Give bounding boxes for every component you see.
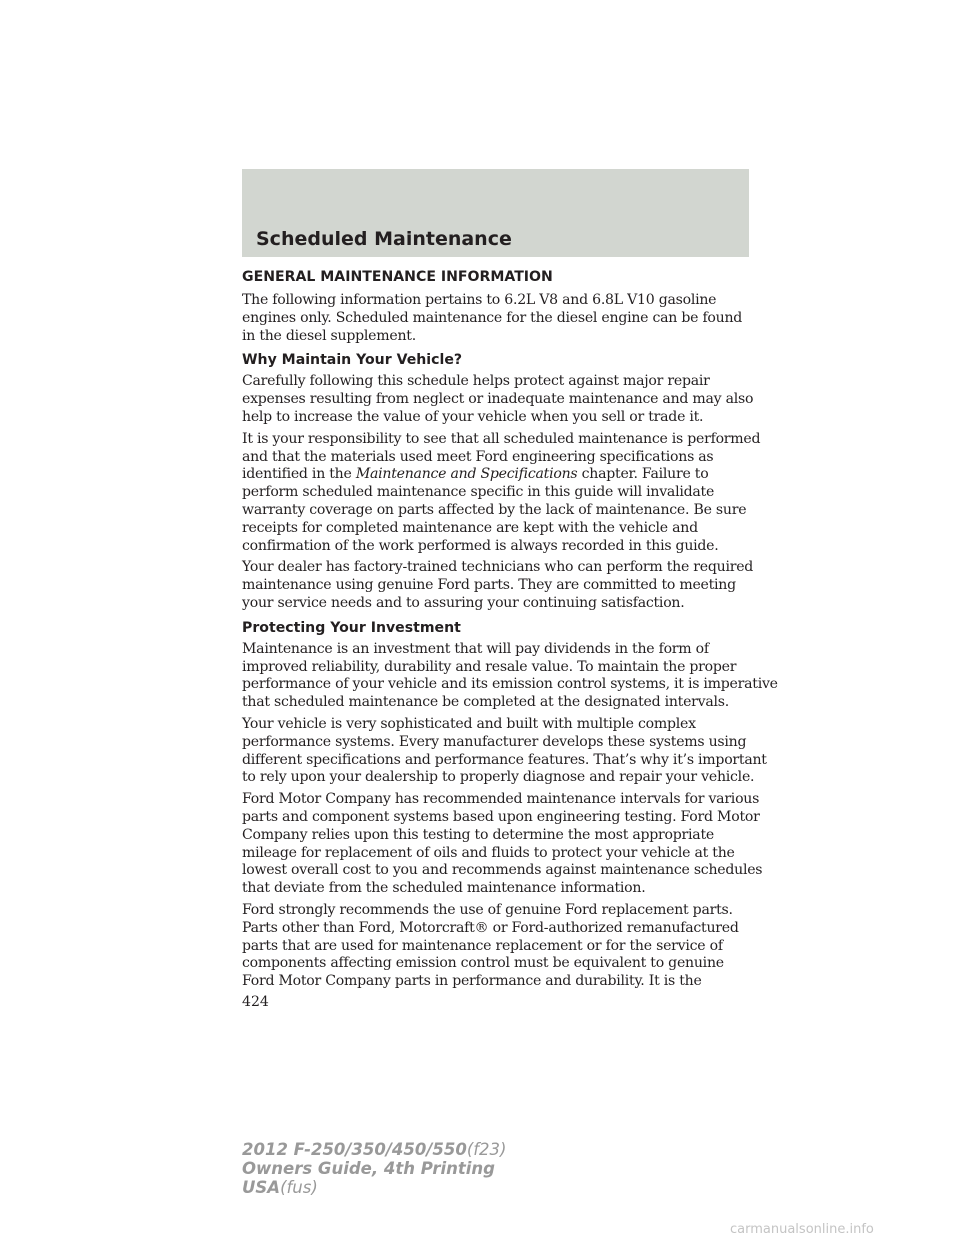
text-line: to rely upon your dealership to properly diagnose and repair your vehicle. bbox=[242, 769, 755, 786]
text-line: Company relies upon this testing to determine the most appropriate bbox=[242, 826, 714, 843]
text-line: engines only. Scheduled maintenance for the diesel engine can be found bbox=[242, 309, 743, 326]
investment-paragraph-1 bbox=[242, 640, 778, 712]
text-line: and that the materials used meet Ford engineering specifications as bbox=[242, 448, 714, 465]
text-fragment: chapter. Failure to bbox=[577, 466, 709, 483]
why-paragraph-3 bbox=[242, 559, 754, 612]
text-line: expenses resulting from neglect or inadequate maintenance and may also bbox=[242, 391, 754, 408]
page-number: 424 bbox=[242, 993, 269, 1010]
footer-region-code: (fus) bbox=[280, 1178, 318, 1197]
text-line: different specifications and performance features. That’s why it’s important bbox=[242, 751, 767, 768]
subsection-title-why: Why Maintain Your Vehicle? bbox=[242, 352, 463, 369]
site-watermark: carmanualsonline.info bbox=[730, 1222, 874, 1237]
text-line: The following information pertains to 6.2L V8 and 6.8L V10 gasoline bbox=[242, 292, 717, 308]
document-footer bbox=[242, 1140, 507, 1197]
text-line: parts and component systems based upon engineering testing. Ford Motor bbox=[242, 808, 760, 825]
text-line: receipts for completed maintenance are kept with the vehicle and bbox=[242, 519, 698, 536]
text-line: in the diesel supplement. bbox=[242, 327, 416, 344]
text-line: maintenance using genuine Ford parts. They are committed to meeting bbox=[242, 577, 736, 594]
why-paragraph-2 bbox=[242, 430, 761, 556]
text-line: that deviate from the scheduled maintenance information. bbox=[242, 880, 646, 897]
footer-model-line bbox=[242, 1140, 507, 1159]
text-line: performance systems. Every manufacturer develops these systems using bbox=[242, 733, 747, 750]
why-paragraph-1 bbox=[242, 373, 754, 426]
footer-model: 2012 F-250/350/450/550 bbox=[242, 1140, 467, 1159]
chapter-reference: Maintenance and Specifications bbox=[355, 466, 578, 483]
subsection-title-investment: Protecting Your Investment bbox=[242, 619, 461, 636]
investment-paragraph-4 bbox=[242, 902, 749, 991]
footer-guide-line: Owners Guide, 4th Printing bbox=[242, 1159, 495, 1178]
text-line: warranty coverage on parts affected by the lack of maintenance. Be sure bbox=[242, 501, 747, 518]
section-title: GENERAL MAINTENANCE INFORMATION bbox=[242, 269, 553, 285]
text-line: performance of your vehicle and its emission control systems, it is imperative bbox=[242, 676, 778, 693]
text-line: perform scheduled maintenance specific in this guide will invalidate bbox=[242, 484, 715, 501]
page-content bbox=[242, 268, 778, 1011]
text-line: components affecting emission control must be equivalent to genuine bbox=[242, 955, 724, 972]
investment-paragraph-3 bbox=[242, 791, 763, 898]
footer-region: USA bbox=[242, 1178, 281, 1197]
text-line: your service needs and to assuring your continuing satisfaction. bbox=[242, 594, 685, 611]
text-line: Your vehicle is very sophisticated and built with multiple complex bbox=[242, 715, 696, 732]
text-line: Your dealer has factory-trained technicians who can perform the required bbox=[242, 559, 754, 576]
text-line: improved reliability, durability and resale value. To maintain the proper bbox=[242, 658, 737, 675]
intro-paragraph bbox=[242, 292, 749, 345]
text-line: parts that are used for maintenance replacement or for the service of bbox=[242, 937, 723, 954]
investment-paragraph-2 bbox=[242, 715, 767, 787]
chapter-header-band bbox=[242, 169, 749, 257]
text-line bbox=[242, 466, 749, 484]
text-line: that scheduled maintenance be completed at the designated intervals. bbox=[242, 694, 729, 711]
text-line: mileage for replacement of oils and fluids to protect your vehicle at the bbox=[242, 844, 735, 861]
text-line: help to increase the value of your vehicle when you sell or trade it. bbox=[242, 408, 704, 425]
text-line: Carefully following this schedule helps protect against major repair bbox=[242, 373, 710, 390]
text-fragment: identified in the bbox=[242, 466, 356, 483]
text-line: Parts other than Ford, Motorcraft® or Ford-authorized remanufactured bbox=[242, 919, 739, 936]
text-line: Ford Motor Company has recommended maintenance intervals for various bbox=[242, 791, 760, 808]
footer-region-line bbox=[242, 1178, 507, 1197]
text-line: Ford Motor Company parts in performance and durability. It is the bbox=[242, 973, 702, 990]
footer-model-code: (f23) bbox=[466, 1140, 507, 1159]
text-line: lowest overall cost to you and recommends against maintenance schedules bbox=[242, 862, 763, 879]
text-line: Ford strongly recommends the use of genuine Ford replacement parts. bbox=[242, 901, 733, 918]
text-line: Maintenance is an investment that will pay dividends in the form of bbox=[242, 640, 709, 657]
text-line: confirmation of the work performed is always recorded in this guide. bbox=[242, 537, 719, 554]
text-line: It is your responsibility to see that all scheduled maintenance is performed bbox=[242, 430, 761, 447]
chapter-title: Scheduled Maintenance bbox=[256, 228, 512, 250]
